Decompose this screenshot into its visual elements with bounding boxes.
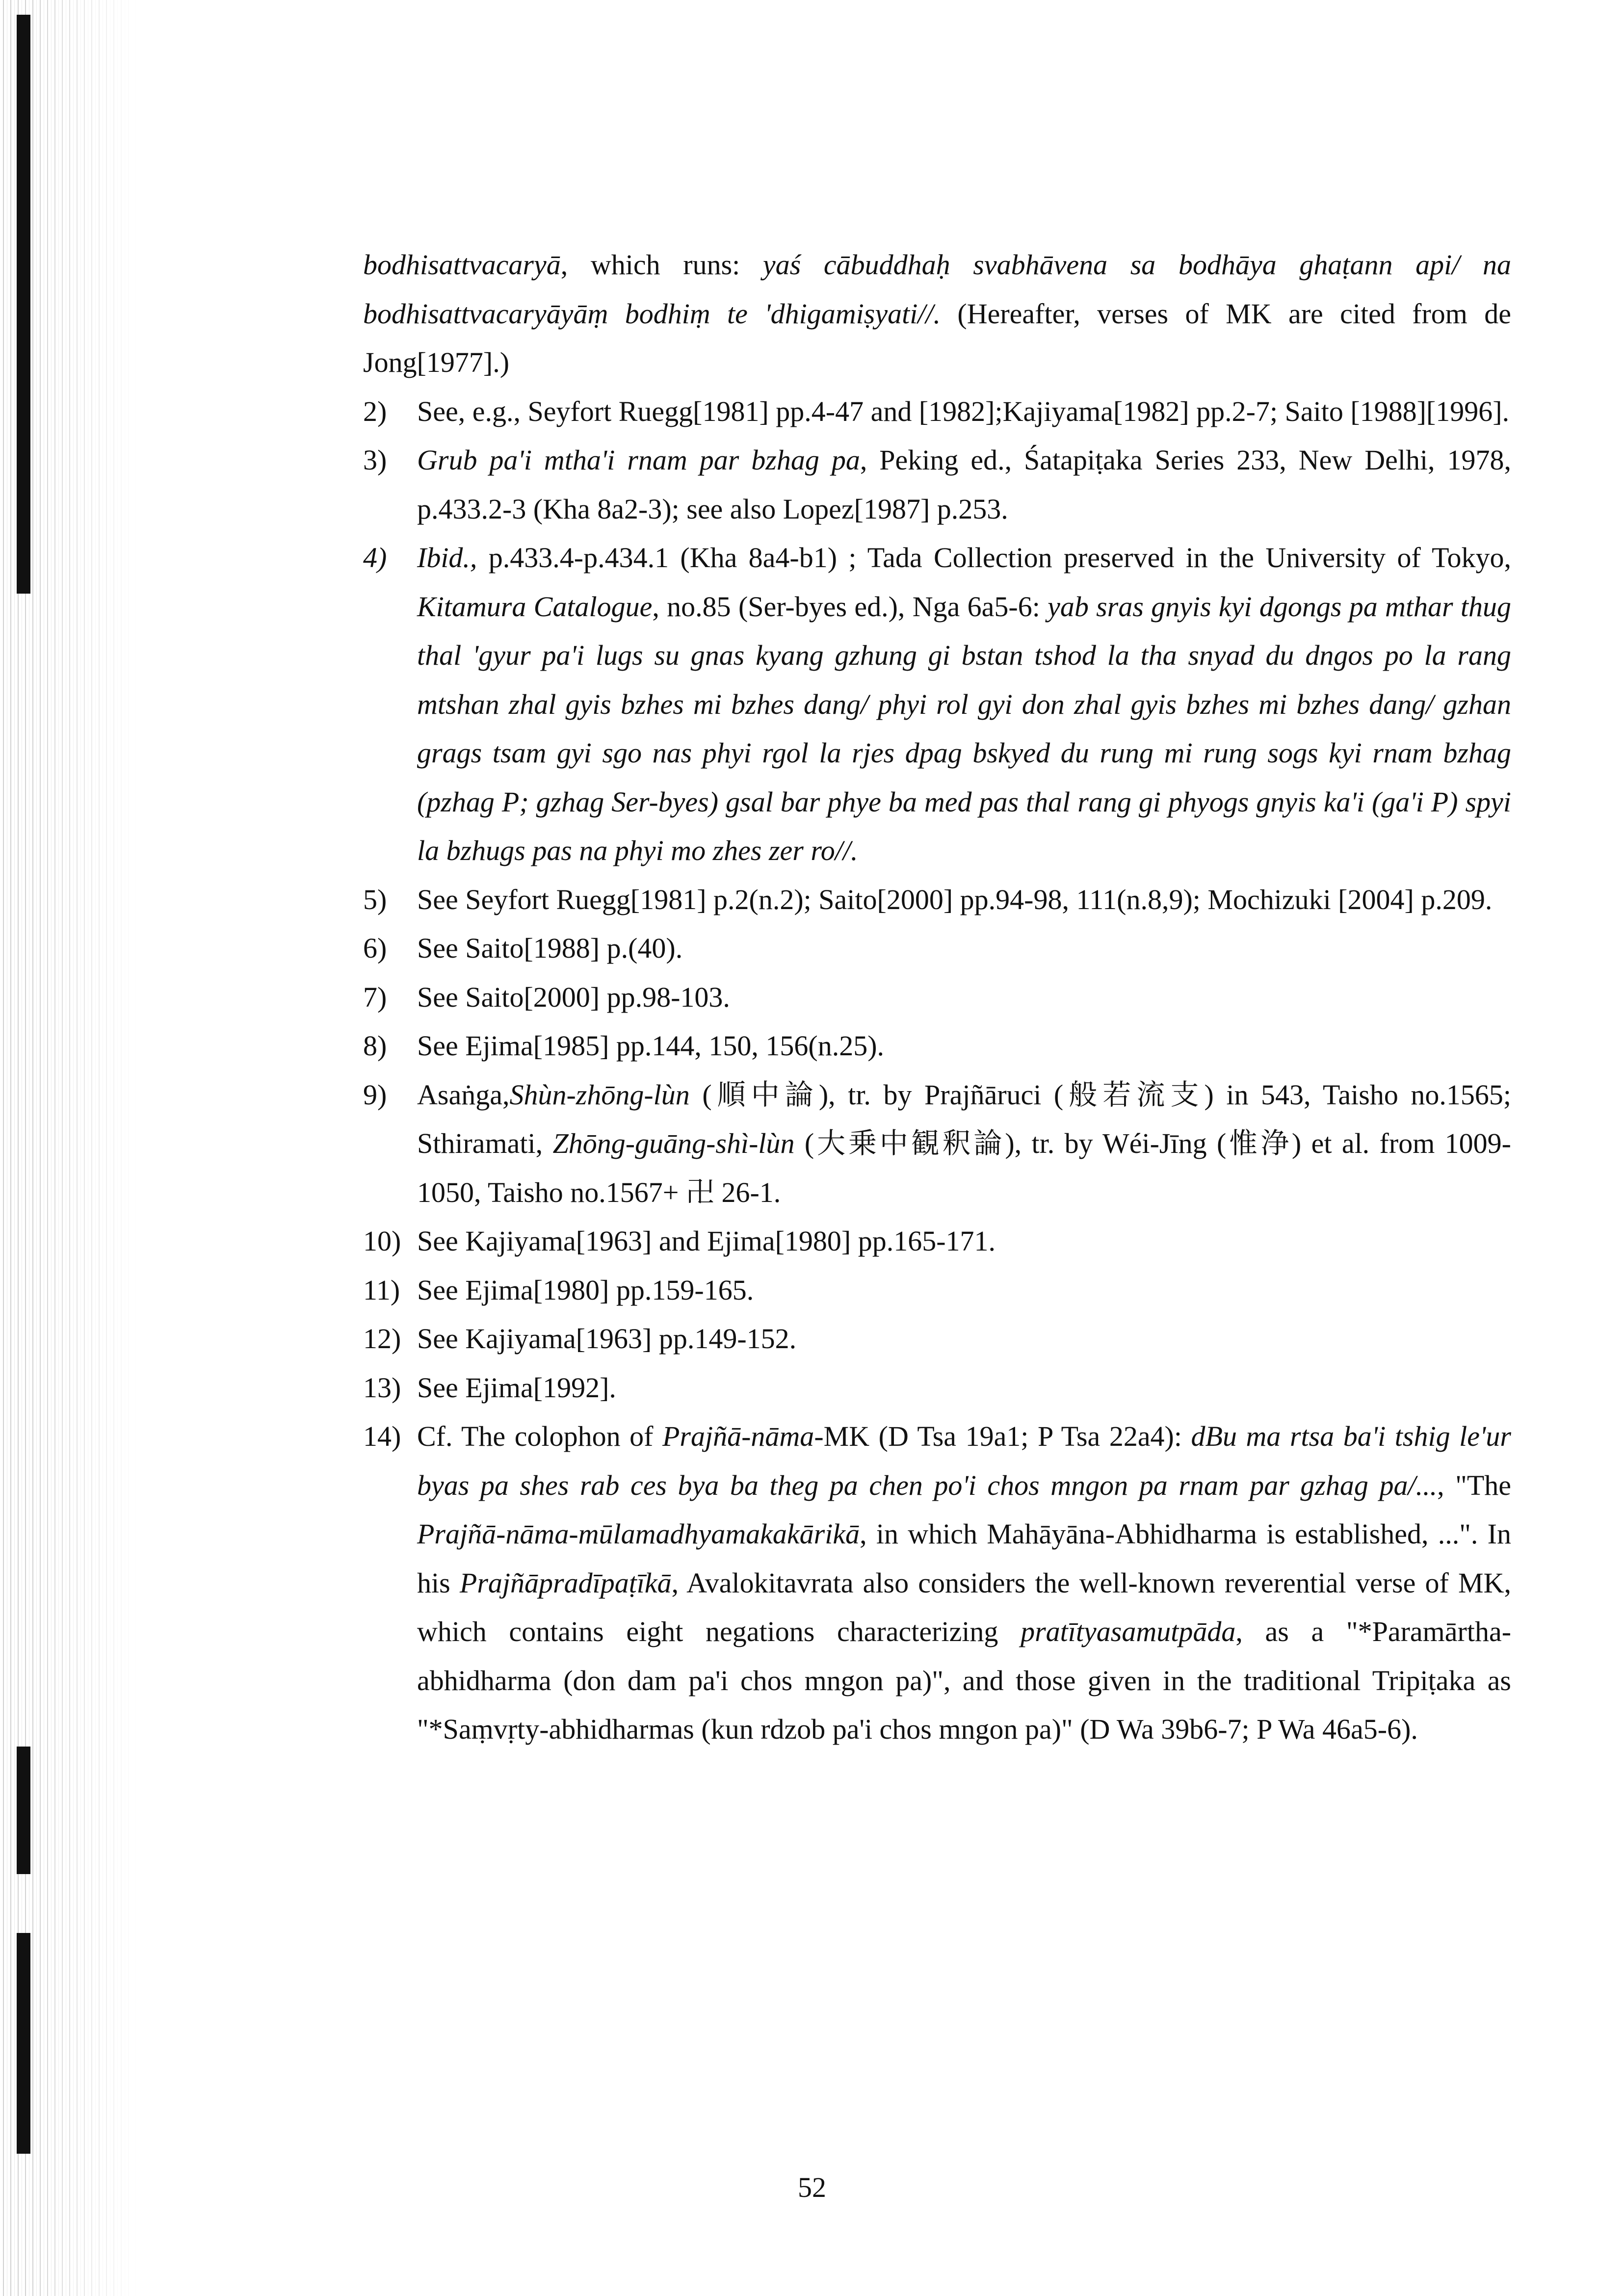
italic-text-run: Prajñā-nāma-mūlamadhyamakakārikā [417, 1518, 860, 1550]
footnote-body [417, 973, 1511, 1022]
text-run: , in which Mahāyāna-Abhidharma is established, ...". In his [417, 1518, 1511, 1599]
text-run: (大乗中観釈論), tr. by Wéi-Jīng (惟浄) et al. from 1009-1050, Taisho no.1567+ 卍 26-1. [417, 1127, 1511, 1208]
footnote-item [363, 1217, 1511, 1266]
text-run: See Kajiyama[1963] and Ejima[1980] pp.165-171. [417, 1225, 996, 1257]
footnote-item [363, 387, 1511, 436]
italic-text-run: bodhisattvacaryā [363, 249, 561, 281]
text-run: See Saito[1988] p.(40). [417, 932, 683, 964]
footnote-number: 10) [363, 1225, 401, 1257]
text-run: -MK (D Tsa 19a1; P Tsa 22a4): [814, 1420, 1191, 1452]
italic-text-run: pratītyasamutpāda [1021, 1616, 1236, 1647]
text-run: See Saito[2000] pp.98-103. [417, 981, 730, 1013]
italic-text-run: dBu ma rtsa ba'i tshig le'ur byas pa shes rab ces bya ba theg pa chen po'i chos mngon pa rnam par gzhag pa/... [417, 1420, 1511, 1501]
italic-text-run: Shùn-zhōng-lùn [509, 1078, 690, 1111]
italic-text-run: Prajñāpradīpaṭīkā [459, 1566, 672, 1599]
footnote-body [417, 436, 1511, 533]
footnote-body [417, 924, 1511, 973]
footnote-item [363, 1363, 1511, 1412]
binding-shadow-bar [17, 1933, 30, 2154]
text-run: See Ejima[1980] pp.159-165. [417, 1274, 754, 1306]
footnote-number: 8) [363, 1030, 387, 1062]
footnote-body [417, 1266, 1511, 1315]
text-run: , no.85 (Ser-byes ed.), Nga 6a5-6: [652, 590, 1048, 623]
text-run: See Ejima[1992]. [417, 1371, 616, 1404]
footnote-item [363, 533, 1511, 875]
footnote-number: 9) [363, 1078, 387, 1111]
footnote-body [417, 387, 1511, 436]
footnote-body [417, 1363, 1511, 1412]
footnote-number: 13) [363, 1371, 401, 1404]
footnote-number: 3) [363, 444, 387, 476]
text-run: , as a "*Paramārtha-abhidharma (don dam pa'i chos mngon pa)", and those given in the traditional Tripiṭaka as "*Saṃvṛty-abhidharmas (kun rdzob pa'i chos mngon pa)" (D Wa 39b6-7; P Wa 46a5-6). [417, 1616, 1512, 1745]
text-run: (Hereafter, verses of MK are cited from de Jong[1977].) [363, 297, 1512, 378]
footnote-item [363, 924, 1511, 973]
footnote-item [363, 1021, 1511, 1070]
footnote-item [363, 436, 1511, 533]
footnote-item [363, 1314, 1511, 1363]
footnote-body [417, 1021, 1511, 1070]
footnote-item [363, 973, 1511, 1022]
footnote-item [363, 875, 1511, 924]
footnote-list [363, 387, 1511, 1754]
text-run: , Avalokitavrata also considers the well-known reverential verse of MK, which contains eight negations characterizing [417, 1566, 1512, 1647]
footnotes-column [363, 240, 1511, 1754]
text-run: See, e.g., Seyfort Ruegg[1981] pp.4-47 and [1982];Kajiyama[1982] pp.2-7; Saito [1988][1996]. [417, 395, 1510, 427]
footnote-item [363, 1070, 1511, 1217]
footnote-number: 2) [363, 395, 387, 427]
binding-shadow-bar [17, 1747, 30, 1874]
text-run: , "The [1437, 1469, 1511, 1501]
footnote-item [363, 1266, 1511, 1315]
footnote-body [417, 1314, 1511, 1363]
text-run: , which runs: [560, 249, 763, 281]
footnote-number: 6) [363, 932, 387, 964]
italic-text-run: yab sras gnyis kyi dgongs pa mthar thug thal 'gyur pa'i lugs su gnas kyang gzhung gi bstan tshod la tha snyad du dngos po la rang mtshan zhal gyis bzhes mi bzhes dang/ phyi rol gyi don zhal gyis bzhes mi bzhes dang/ gzhan grags tsam gyi sgo nas phyi rgol la rjes dpag bskyed du rung mi rung sogs kyi rnam bzhag (pzhag P; gzhag Ser-byes) gsal bar phye ba med pas thal rang gi phyogs gnyis ka'i (ga'i P) spyi la bzhugs pas na phyi mo zhes zer ro//. [417, 590, 1511, 866]
footnote-body [417, 875, 1511, 924]
footnote-number: 5) [363, 883, 387, 915]
footnote-body [417, 1412, 1511, 1754]
text-run: Cf. The colophon of [417, 1420, 662, 1452]
italic-text-run: Prajñā-nāma [662, 1420, 814, 1452]
text-run: See Seyfort Ruegg[1981] p.2(n.2); Saito[2000] pp.94-98, 111(n.8,9); Mochizuki [2004] p.209. [417, 883, 1493, 915]
footnote-body [417, 533, 1511, 875]
italic-text-run: Zhōng-guāng-shì-lùn [552, 1127, 795, 1159]
footnote-number: 14) [363, 1420, 401, 1452]
page-number: 52 [798, 2171, 826, 2203]
text-run: , Peking ed., Śatapiṭaka Series 233, New Delhi, 1978, p.433.2-3 (Kha 8a2-3); see also Lopez[1987] p.253. [417, 444, 1512, 525]
text-run: Asaṅga, [417, 1078, 510, 1111]
footnote-number: 11) [363, 1274, 400, 1306]
text-run: See Kajiyama[1963] pp.149-152. [417, 1323, 797, 1355]
footnote-item [363, 1412, 1511, 1754]
footnote-number: 12) [363, 1323, 401, 1355]
italic-text-run: Kitamura Catalogue [417, 590, 653, 623]
italic-text-run: Ibid., [417, 542, 477, 574]
footnote-number: 4) [363, 542, 387, 574]
continuation-text [363, 240, 1511, 387]
binding-fade [30, 0, 138, 2296]
footnote-number: 7) [363, 981, 387, 1013]
footnote-body [417, 1217, 1511, 1266]
binding-shadow-bar [17, 15, 30, 594]
italic-text-run: yaś cābuddhaḥ svabhāvena sa bodhāya ghaṭann api/ na bodhisattvacaryāyāṃ bodhiṃ te 'dhigamiṣyati//. [363, 249, 1511, 330]
text-run: (順中論), tr. by Prajñāruci (般若流支) in 543, Taisho no.1565; Sthiramati, [417, 1078, 1511, 1159]
text-run: p.433.4-p.434.1 (Kha 8a4-b1) ; Tada Collection preserved in the University of Tokyo, [477, 542, 1511, 574]
italic-text-run: Grub pa'i mtha'i rnam par bzhag pa [417, 444, 860, 476]
footnote-body [417, 1070, 1511, 1217]
text-run: See Ejima[1985] pp.144, 150, 156(n.25). [417, 1030, 885, 1062]
scan-binding-edge [0, 0, 137, 2296]
footnote-1-continuation [363, 240, 1511, 387]
